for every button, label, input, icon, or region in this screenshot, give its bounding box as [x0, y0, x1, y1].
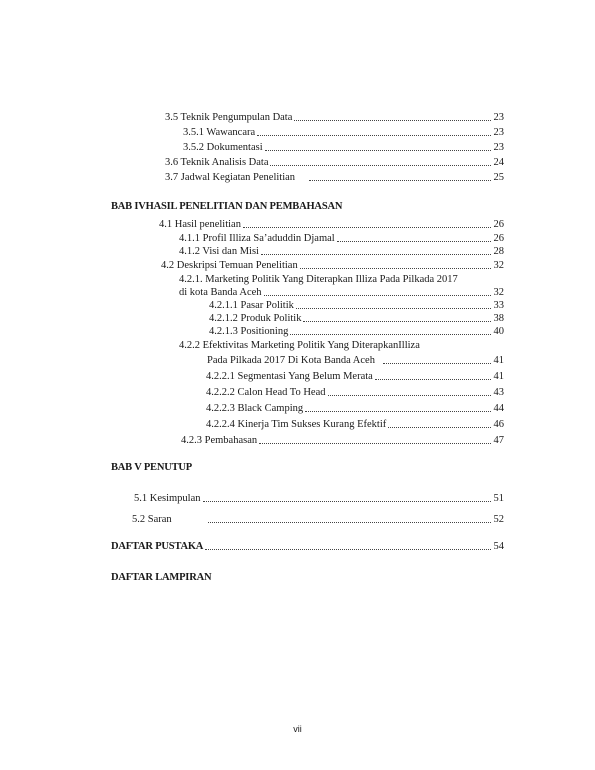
toc-entry-page: 25: [493, 172, 504, 183]
toc-entry-page: 44: [493, 403, 504, 414]
dot-leader: [388, 427, 490, 428]
toc-entry-page: 23: [493, 127, 504, 138]
toc-entry-page: 28: [493, 246, 504, 257]
toc-entry-label: 5.1 Kesimpulan: [134, 493, 201, 504]
toc-entry-page: 24: [493, 157, 504, 168]
toc-entry-4-2-3[interactable]: [181, 434, 504, 447]
toc-entry-label: 3.7 Jadwal Kegiatan Penelitian: [165, 172, 296, 183]
toc-entry-label: 4.1 Hasil penelitian: [159, 219, 241, 230]
dot-leader: [290, 334, 490, 335]
toc-entry-4-1[interactable]: [159, 218, 504, 231]
toc-entry-4-2[interactable]: [161, 259, 504, 272]
toc-entry-label: 3.5.1 Wawancara: [183, 127, 256, 138]
toc-entry-label: 4.2.2.3 Black Camping: [206, 403, 304, 414]
toc-entry-page: 51: [493, 493, 504, 504]
toc-entry-4-2-1[interactable]: [179, 286, 504, 299]
toc-entry-4-2-2-3[interactable]: [206, 402, 504, 415]
dot-leader: [257, 135, 490, 136]
toc-entry-label: 4.2.3 Pembahasan: [181, 435, 258, 446]
toc-entry-5-1[interactable]: [134, 492, 504, 505]
dot-leader: [208, 522, 491, 523]
dot-leader: [264, 295, 491, 296]
dot-leader: [294, 120, 490, 121]
dot-leader: [309, 180, 490, 181]
toc-entry-4-2-1-3[interactable]: [209, 325, 504, 338]
toc-entry-page: 52: [493, 514, 504, 525]
dot-leader: [305, 411, 490, 412]
toc-entry-4-2-1-1[interactable]: [209, 299, 504, 312]
toc-entry-page: 26: [493, 219, 504, 230]
toc-entry-3-7[interactable]: [165, 171, 504, 184]
dot-leader: [261, 254, 491, 255]
toc-entry-page: 40: [493, 326, 504, 337]
toc-entry-label: 5.2 Saran: [132, 514, 172, 525]
dot-leader: [383, 363, 491, 364]
toc-entry-label: 4.2 Deskripsi Temuan Penelitian: [161, 260, 298, 271]
toc-entry-label: 4.2.1.2 Produk Politik: [209, 313, 302, 324]
dot-leader: [300, 268, 491, 269]
dot-leader: [265, 150, 491, 151]
dot-leader: [259, 443, 490, 444]
toc-entry-5-2[interactable]: [132, 513, 504, 526]
toc-entry-label: 4.2.1.3 Positioning: [209, 326, 289, 337]
dot-leader: [243, 227, 491, 228]
dot-leader: [203, 501, 491, 502]
chapter-heading-bab-4[interactable]: BAB IVHASIL PENELITIAN DAN PEMBAHASAN: [111, 201, 343, 212]
dot-leader: [296, 308, 491, 309]
toc-entry-label: 4.2.2.2 Calon Head To Head: [206, 387, 326, 398]
dot-leader: [205, 549, 490, 550]
page-number: vii: [293, 724, 302, 734]
toc-entry-3-6[interactable]: [165, 156, 504, 169]
toc-entry-3-5-1[interactable]: [183, 126, 504, 139]
toc-entry-page: 26: [493, 233, 504, 244]
toc-entry-4-2-2-1[interactable]: [206, 370, 504, 383]
toc-entry-4-2-2[interactable]: [207, 354, 504, 367]
toc-entry-label: Pada Pilkada 2017 Di Kota Banda Aceh: [207, 355, 375, 366]
toc-entry-label: 3.5 Teknik Pengumpulan Data: [165, 112, 293, 123]
toc-entry-label: 3.6 Teknik Analisis Data: [165, 157, 269, 168]
toc-entry-label: 4.2.2.4 Kinerja Tim Sukses Kurang Efektif: [206, 419, 387, 430]
chapter-heading-bab-5[interactable]: BAB V PENUTUP: [111, 462, 193, 473]
toc-entry-3-5-2[interactable]: [183, 141, 504, 154]
toc-entry-daftar-pustaka[interactable]: [111, 540, 504, 553]
toc-entry-label: 4.2.2.1 Segmentasi Yang Belum Merata: [206, 371, 373, 382]
dot-leader: [270, 165, 490, 166]
heading-daftar-lampiran[interactable]: DAFTAR LAMPIRAN: [111, 572, 212, 583]
toc-entry-4-2-2-line1[interactable]: 4.2.2 Efektivitas Marketing Politik Yang DiterapkanIlliza: [179, 340, 420, 351]
toc-entry-3-5[interactable]: [165, 111, 504, 124]
toc-entry-4-2-2-4[interactable]: [206, 418, 504, 431]
toc-entry-4-2-2-2[interactable]: [206, 386, 504, 399]
toc-entry-4-2-1-2[interactable]: [209, 312, 504, 325]
toc-entry-label: 3.5.2 Dokumentasi: [183, 142, 263, 153]
toc-entry-page: 32: [493, 287, 504, 298]
toc-entry-page: 23: [493, 142, 504, 153]
toc-entry-page: 54: [493, 541, 504, 552]
toc-entry-page: 46: [493, 419, 504, 430]
toc-entry-4-2-1-line1[interactable]: 4.2.1. Marketing Politik Yang Diterapkan Illiza Pada Pilkada 2017: [179, 274, 458, 285]
dot-leader: [337, 241, 491, 242]
toc-entry-label: 4.1.2 Visi dan Misi: [179, 246, 259, 257]
dot-leader: [303, 321, 490, 322]
toc-entry-page: 41: [493, 355, 504, 366]
toc-entry-page: 33: [493, 300, 504, 311]
toc-entry-label: di kota Banda Aceh: [179, 287, 262, 298]
dot-leader: [375, 379, 491, 380]
toc-entry-page: 23: [493, 112, 504, 123]
toc-entry-label: 4.2.1.1 Pasar Politik: [209, 300, 294, 311]
toc-entry-4-1-2[interactable]: [179, 245, 504, 258]
toc-entry-page: 41: [493, 371, 504, 382]
toc-entry-page: 38: [493, 313, 504, 324]
toc-entry-label: DAFTAR PUSTAKA: [111, 541, 204, 552]
toc-entry-page: 43: [493, 387, 504, 398]
toc-entry-page: 47: [493, 435, 504, 446]
dot-leader: [328, 395, 491, 396]
toc-entry-label: 4.1.1 Profil Illiza Sa’aduddin Djamal: [179, 233, 335, 244]
toc-entry-4-1-1[interactable]: [179, 232, 504, 245]
toc-entry-page: 32: [493, 260, 504, 271]
